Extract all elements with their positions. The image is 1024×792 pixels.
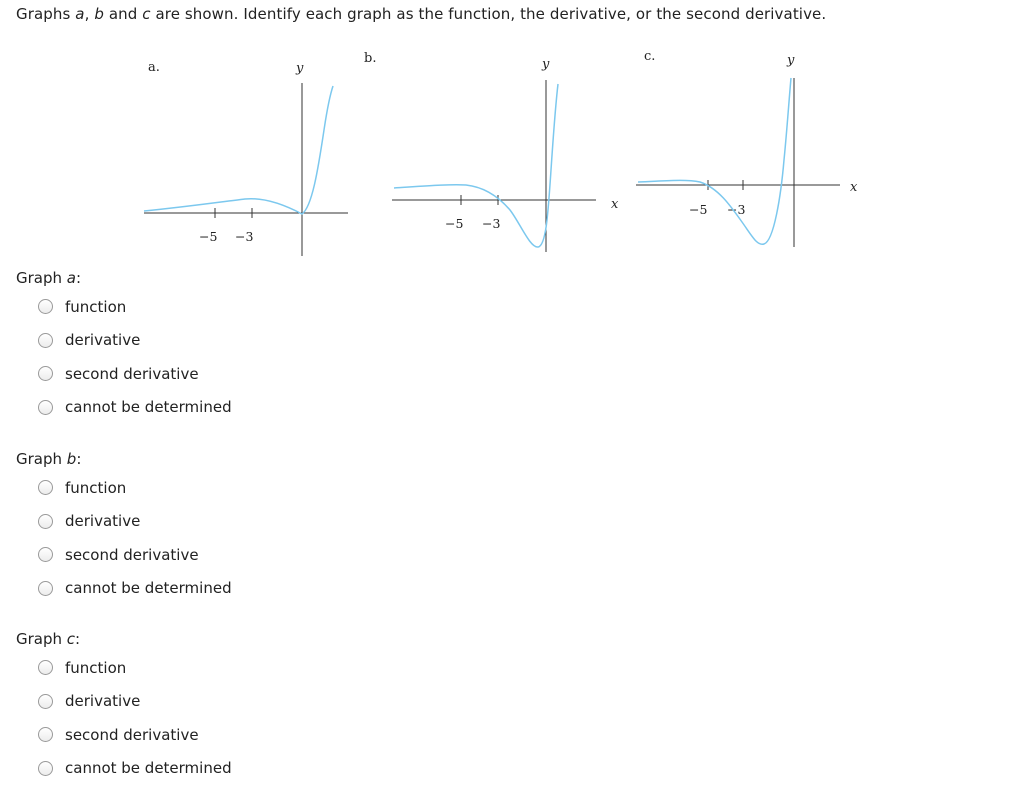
radio-button[interactable] bbox=[38, 694, 53, 709]
graph-b-option-cannot-be-determined[interactable] bbox=[38, 572, 232, 606]
graph-c-option-function[interactable] bbox=[38, 651, 232, 685]
option-label: second derivative bbox=[65, 545, 199, 564]
question-title-var: c bbox=[66, 630, 76, 648]
question-graph-b bbox=[16, 450, 232, 605]
question-graph-a-title bbox=[16, 269, 232, 287]
question-graph-c bbox=[16, 630, 232, 785]
prompt-var-b: b bbox=[94, 5, 104, 23]
graph-b-label: b. bbox=[364, 51, 377, 66]
prompt-var-c: c bbox=[142, 5, 151, 23]
graph-c-x-label: x bbox=[850, 180, 858, 195]
option-label: function bbox=[65, 658, 127, 677]
option-label: cannot be determined bbox=[65, 398, 232, 417]
radio-button[interactable] bbox=[38, 480, 53, 495]
graph-c bbox=[636, 49, 858, 247]
question-title-var: b bbox=[66, 450, 77, 468]
graph-c-option-derivative[interactable] bbox=[38, 685, 232, 719]
graph-c-y-label: y bbox=[787, 53, 795, 68]
graph-b-y-label: y bbox=[542, 57, 550, 72]
graph-c-curve bbox=[638, 78, 791, 244]
option-label: derivative bbox=[65, 331, 141, 350]
graph-a-y-label: y bbox=[296, 61, 304, 76]
graph-c-tick-label-minus5: −5 bbox=[689, 202, 708, 217]
option-label: function bbox=[65, 478, 127, 497]
option-label: second derivative bbox=[65, 364, 199, 383]
option-label: derivative bbox=[65, 512, 141, 531]
graph-a-option-second-derivative[interactable] bbox=[38, 357, 232, 391]
option-label: cannot be determined bbox=[65, 759, 232, 778]
graph-b-option-function[interactable] bbox=[38, 471, 232, 505]
graph-a-tick-label-minus3: −3 bbox=[235, 229, 254, 244]
graph-a-option-function[interactable] bbox=[38, 290, 232, 324]
prompt-text: , bbox=[84, 5, 95, 23]
option-label: cannot be determined bbox=[65, 579, 232, 598]
radio-button[interactable] bbox=[38, 761, 53, 776]
option-label: function bbox=[65, 297, 127, 316]
graph-a bbox=[144, 60, 348, 256]
graphs-figure bbox=[0, 0, 1024, 262]
graph-a-tick-label-minus5: −5 bbox=[199, 229, 218, 244]
question-title-text: : bbox=[76, 450, 82, 468]
radio-button[interactable] bbox=[38, 299, 53, 314]
question-title-text: Graph bbox=[16, 630, 67, 648]
radio-button[interactable] bbox=[38, 660, 53, 675]
graph-b-tick-label-minus3: −3 bbox=[482, 216, 501, 231]
question-title-var: a bbox=[66, 269, 76, 287]
prompt-text: Graphs bbox=[16, 5, 76, 23]
question-title-text: : bbox=[75, 630, 81, 648]
radio-button[interactable] bbox=[38, 333, 53, 348]
question-title-text: : bbox=[75, 269, 82, 287]
prompt-text: are shown. Identify each graph as the function, the derivative, or the second derivative. bbox=[150, 5, 827, 23]
question-graph-a bbox=[16, 269, 232, 424]
question-title-text: Graph bbox=[16, 450, 67, 468]
prompt-text: and bbox=[103, 5, 143, 23]
radio-button[interactable] bbox=[38, 581, 53, 596]
graph-c-tick-label-minus3: −3 bbox=[727, 202, 746, 217]
graph-b-curve bbox=[394, 84, 558, 247]
graph-a-label: a. bbox=[148, 60, 160, 75]
graph-c-option-second-derivative[interactable] bbox=[38, 718, 232, 752]
option-label: derivative bbox=[65, 692, 141, 711]
question-title-text: Graph bbox=[16, 269, 67, 287]
graph-a-option-cannot-be-determined[interactable] bbox=[38, 391, 232, 425]
question-graph-c-title bbox=[16, 630, 232, 648]
graph-b-x-label: x bbox=[611, 197, 619, 212]
radio-button[interactable] bbox=[38, 366, 53, 381]
graph-b-option-derivative[interactable] bbox=[38, 505, 232, 539]
graph-b-option-second-derivative[interactable] bbox=[38, 538, 232, 572]
graph-c-label: c. bbox=[644, 49, 656, 64]
prompt-var-a: a bbox=[75, 5, 85, 23]
graph-c-option-cannot-be-determined[interactable] bbox=[38, 752, 232, 786]
radio-button[interactable] bbox=[38, 400, 53, 415]
graph-b-tick-label-minus5: −5 bbox=[445, 216, 464, 231]
radio-button[interactable] bbox=[38, 727, 53, 742]
graph-b bbox=[364, 51, 619, 252]
graph-a-curve bbox=[144, 86, 333, 214]
radio-button[interactable] bbox=[38, 514, 53, 529]
option-label: second derivative bbox=[65, 725, 199, 744]
graph-a-option-derivative[interactable] bbox=[38, 324, 232, 358]
question-graph-b-title bbox=[16, 450, 232, 468]
radio-button[interactable] bbox=[38, 547, 53, 562]
